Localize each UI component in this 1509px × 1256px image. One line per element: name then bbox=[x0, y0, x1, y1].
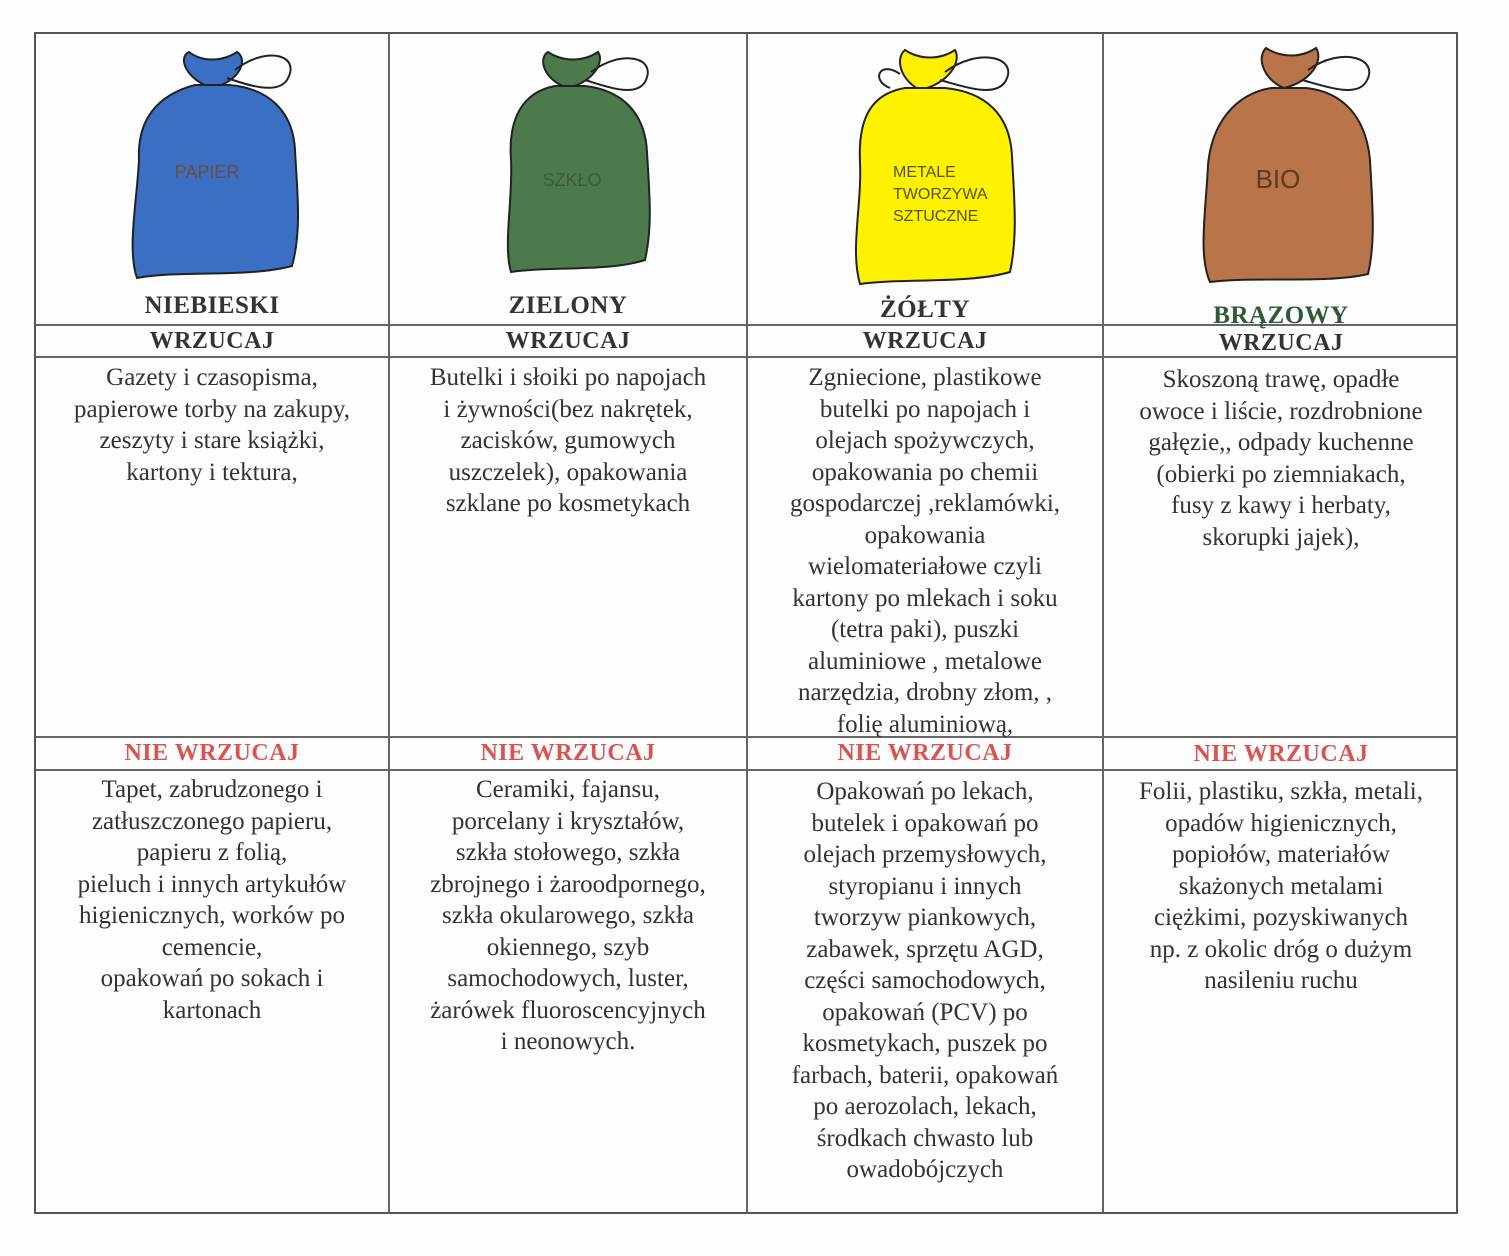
bag-label: PAPIER bbox=[174, 162, 240, 182]
put-items-text: Zgniecione, plastikowe butelki po napojach i olejach spożywczych, opakowania po chemii gospodarczej ,reklamówki, opakowania wielomateriałowe czyli kartony po mlekach i soku (tetra paki), puszki aluminiowe , metalowe narzędzia, drobny złom, , folię aluminiową, bbox=[789, 364, 1061, 738]
green-bag-icon bbox=[473, 40, 663, 280]
dont-put-items-text: Tapet, zabrudzonego i zatłuszczonego papieru, papieru z folią, pieluch i innych artykułów higienicznych, worków po cemencie, opakowań po sokach i kartonach bbox=[77, 776, 347, 1024]
bag-label: BIO bbox=[1255, 164, 1301, 194]
dont-put-items-text: Ceramiki, fajansu, porcelany i kryształów, szkła stołowego, szkła zbrojnego i żaroodpornego, szkła okularowego, szkła okiennego, szyb samochodowych, luster, żarówek fluoroscencyjnych i neonowych. bbox=[430, 776, 706, 1055]
put-header: WRZUCAJ bbox=[149, 328, 275, 354]
bin-color-name: ŻÓŁTY bbox=[879, 296, 971, 323]
bag-cell-brown bbox=[1104, 34, 1458, 329]
dont-put-header: NIE WRZUCAJ bbox=[1193, 741, 1369, 767]
put-header: WRZUCAJ bbox=[505, 328, 631, 354]
put-header: WRZUCAJ bbox=[862, 328, 988, 354]
bin-color-name: NIEBIESKI bbox=[144, 292, 280, 319]
blue-bag-icon bbox=[117, 40, 307, 280]
dont-put-header: NIE WRZUCAJ bbox=[124, 740, 300, 766]
bin-color-name: ZIELONY bbox=[508, 292, 628, 319]
put-items-text: Skoszoną trawę, opadłe owoce i liście, rozdrobnione gałęzie,, odpady kuchenne (obierki po ziemniakach, fusy z kawy i herbaty, skorupki jajek), bbox=[1139, 366, 1423, 551]
put-header: WRZUCAJ bbox=[1218, 330, 1344, 356]
dont-put-items-text: Folii, plastiku, szkła, metali, opadów higienicznych, popiołów, materiałów skażonych metalami ciężkimi, pozyskiwanych np. z okolic dróg o dużym nasileniu ruchu bbox=[1139, 778, 1423, 994]
dont-put-items-text: Opakowań po lekach, butelek i opakowań po olejach przemysłowych, styropianu i innych tworzyw piankowych, zabawek, sprzętu AGD, części samochodowych, opakowań (PCV) po kosmetykach, puszek po farbach, baterii, opakowań po aerozolach, lekach, środkach chwasto lub owadobójczych bbox=[791, 778, 1059, 1183]
bag-cell-blue bbox=[36, 34, 388, 324]
dont-put-header: NIE WRZUCAJ bbox=[480, 740, 656, 766]
put-items-text: Gazety i czasopisma, papierowe torby na zakupy, zeszyty i stare książki, kartony i tektura, bbox=[73, 364, 351, 486]
bag-cell-green bbox=[390, 34, 746, 324]
put-items-text: Butelki i słoiki po napojach i żywności(bez nakrętek, zacisków, gumowych uszczelek), opakowania szklane po kosmetykach bbox=[429, 364, 707, 517]
bag-label: SZKŁO bbox=[542, 170, 602, 190]
bag-cell-yellow bbox=[748, 34, 1102, 324]
bag-label: METALE TWORZYWA SZTUCZNE bbox=[893, 164, 988, 225]
dont-put-header: NIE WRZUCAJ bbox=[837, 740, 1013, 766]
waste-sorting-table bbox=[34, 32, 1458, 1214]
bin-color-name: BRĄZOWY bbox=[1213, 302, 1349, 329]
